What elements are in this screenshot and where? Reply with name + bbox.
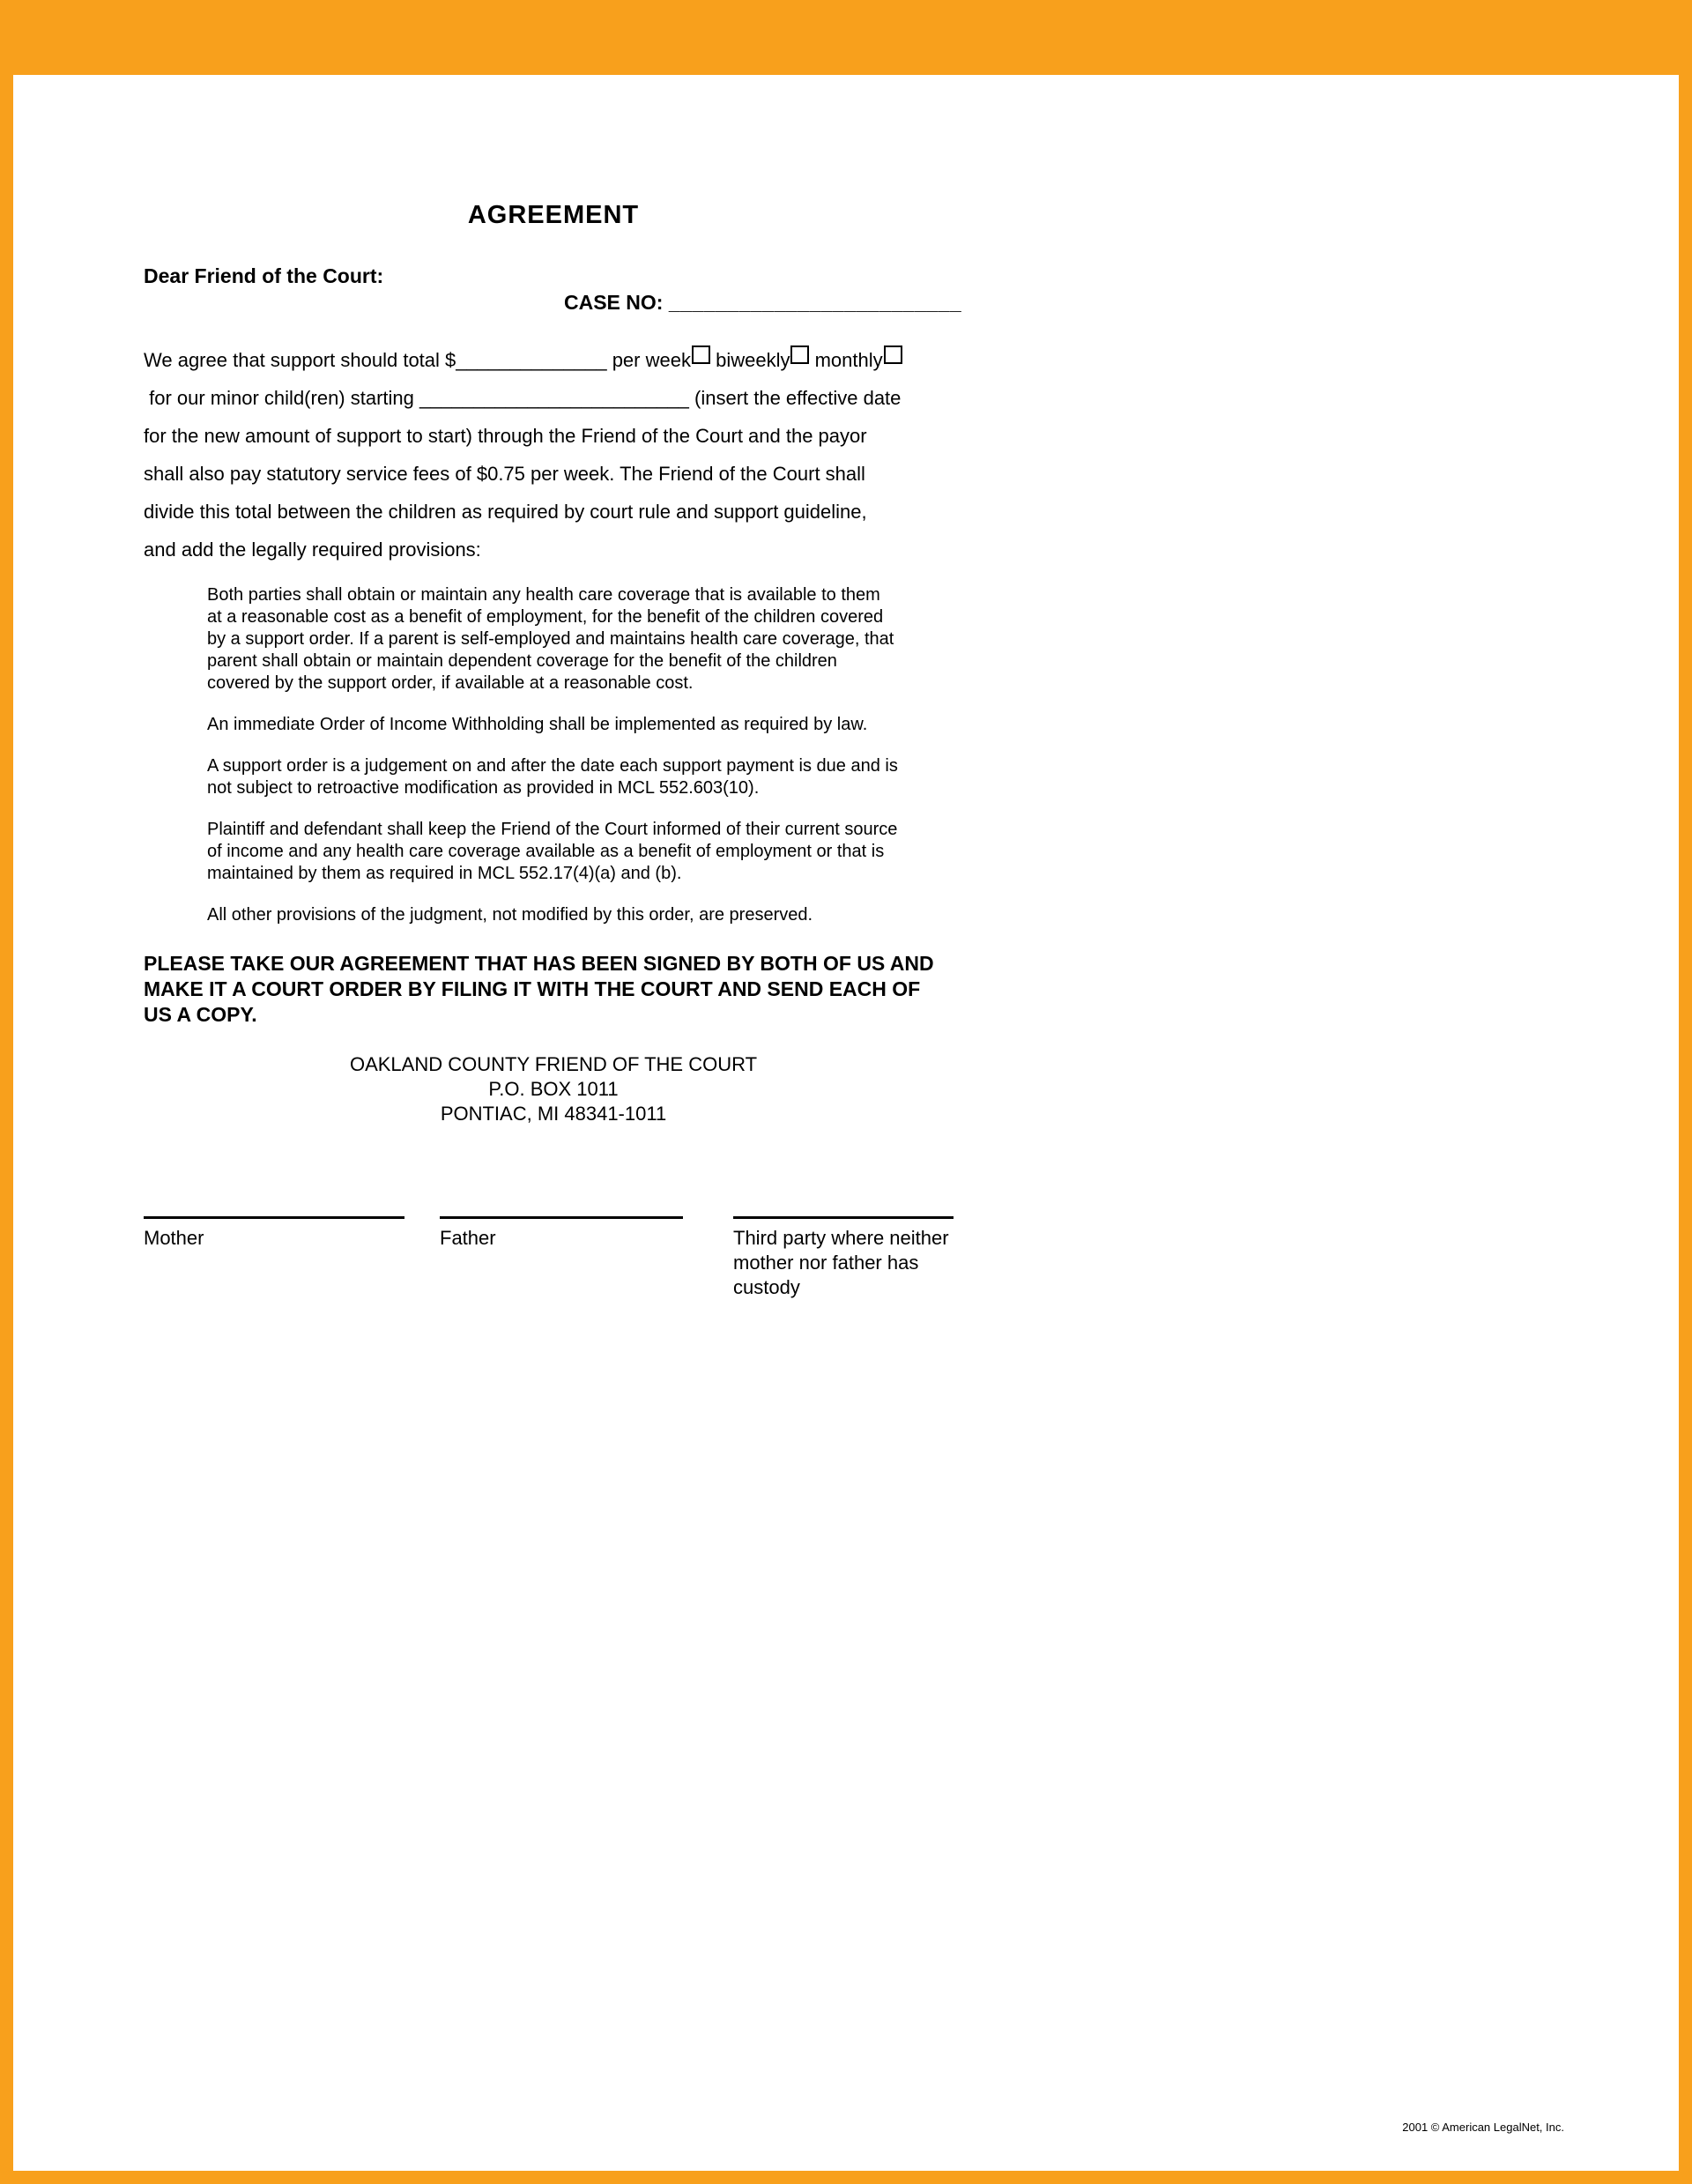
intro-line-1	[144, 341, 963, 379]
intro-line-2	[144, 379, 963, 417]
per-week-label: per week	[606, 349, 691, 371]
third-party-signature-line[interactable]	[733, 1216, 954, 1219]
closing-statement	[144, 951, 963, 1028]
mother-signature-line[interactable]	[144, 1216, 404, 1219]
intro-line-1-text: We agree that support should total $	[144, 349, 456, 371]
provision-health-coverage: Both parties shall obtain or maintain any health care coverage that is available to them at a reasonable cost as a benefit of employment, for the benefit of the children covered by a support order. If a parent is self-employed and maintains health care coverage, that parent shall obtain or maintain dependent coverage for the benefit of the children covered by the support order, if available at a reasonable cost.	[207, 585, 894, 693]
monthly-label: monthly	[809, 349, 883, 371]
case-number-blank[interactable]: _________________________	[668, 291, 962, 314]
biweekly-checkbox[interactable]	[790, 345, 809, 364]
copyright-notice: 2001 © American LegalNet, Inc.	[1402, 2121, 1564, 2134]
father-signature-line[interactable]	[440, 1216, 683, 1219]
monthly-checkbox[interactable]	[884, 345, 902, 364]
court-address-block	[144, 1052, 963, 1126]
court-name: OAKLAND COUNTY FRIEND OF THE COURT	[349, 1053, 758, 1075]
court-po-box: P.O. BOX 1011	[488, 1078, 619, 1100]
page-title: AGREEMENT	[467, 201, 640, 229]
provision-judgement: A support order is a judgement on and after the date each support payment is due and is not subject to retroactive modification as provided in MCL 552.603(10).	[207, 756, 898, 798]
father-signature-label: Father	[440, 1227, 496, 1249]
provisions-section	[144, 584, 963, 926]
closing-line-2: MAKE IT A COURT ORDER BY FILING IT WITH THE COURT AND SEND EACH OF	[144, 977, 921, 1000]
provision-income-disclosure: Plaintiff and defendant shall keep the Friend of the Court informed of their current source of income and any health care coverage available as a benefit of employment or that is maintained by them as required in MCL 552.17(4)(a) and (b).	[207, 820, 898, 883]
biweekly-label: biweekly	[709, 349, 790, 371]
support-amount-blank[interactable]: ______________	[456, 349, 607, 371]
case-number-row	[144, 288, 963, 316]
salutation: Dear Friend of the Court:	[144, 264, 384, 287]
document-content	[144, 150, 963, 1300]
per-week-checkbox[interactable]	[692, 345, 710, 364]
intro-line-4: shall also pay statutory service fees of $0.75 per week. The Friend of the Court shall	[144, 463, 865, 485]
provision-preserved: All other provisions of the judgment, not modified by this order, are preserved.	[207, 905, 813, 925]
case-number-label: CASE NO:	[564, 291, 669, 314]
intro-line-2-text: for our minor child(ren) starting	[144, 387, 419, 409]
intro-line-5: divide this total between the children as required by court rule and support guideline,	[144, 501, 867, 523]
intro-line-3: for the new amount of support to start) through the Friend of the Court and the payor	[144, 425, 867, 447]
intro-line-2-text-b: (insert the effective date	[688, 387, 902, 409]
intro-paragraph	[144, 341, 963, 568]
signature-column-third-party	[733, 1216, 954, 1300]
mother-signature-label: Mother	[144, 1227, 204, 1249]
signature-column-father	[440, 1216, 683, 1300]
provision-income-withholding: An immediate Order of Income Withholding shall be implemented as required by law.	[207, 715, 868, 734]
signature-section	[144, 1216, 963, 1300]
closing-line-1: PLEASE TAKE OUR AGREEMENT THAT HAS BEEN SIGNED BY BOTH OF US AND	[144, 952, 934, 975]
third-party-signature-label: Third party where neither mother nor father has custody	[733, 1227, 949, 1298]
signature-column-mother	[144, 1216, 404, 1300]
closing-line-3: US A COPY.	[144, 1003, 257, 1026]
start-date-blank[interactable]: _________________________	[419, 387, 689, 409]
court-city-state-zip: PONTIAC, MI 48341-1011	[440, 1103, 667, 1125]
intro-line-6: and add the legally required provisions:	[144, 539, 481, 561]
